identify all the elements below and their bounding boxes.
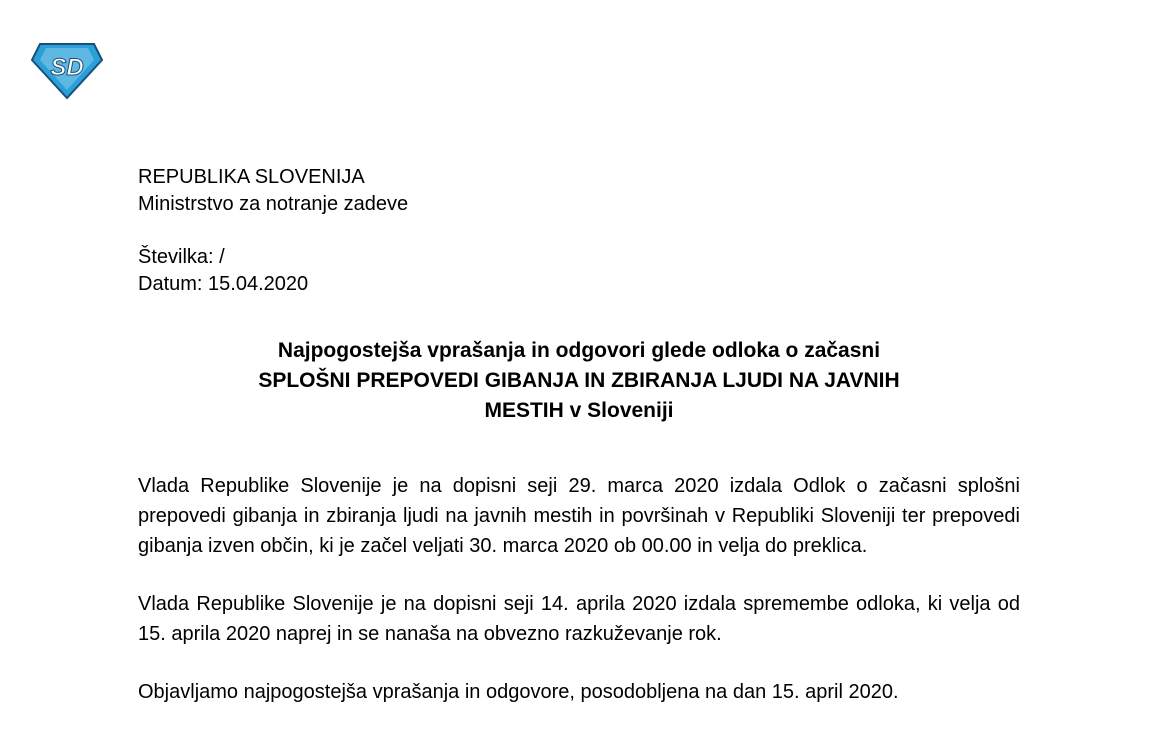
number-label: Številka: [138, 246, 214, 268]
document-body [138, 164, 1020, 707]
date-label: Datum: [138, 273, 203, 295]
title-line-3: MESTIH v Sloveniji [484, 399, 674, 422]
title-line-1: Najpogostejša vprašanja in odgovori glede odloka o začasni [277, 339, 881, 362]
title-line-2: SPLOŠNI PREPOVEDI GIBANJA IN ZBIRANJA LJUDI NA JAVNIH [258, 369, 900, 392]
ministry-name: Ministrstvo za notranje zadeve [138, 193, 409, 215]
paragraph-1: Vlada Republike Slovenije je na dopisni seji 29. marca 2020 izdala Odlok o začasni splošni prepovedi gibanja in zbiranja ljudi na javnih mestih in površinah v Republiki Sloveniji ter prepovedi gibanja izven občin, ki je začel veljati 30. marca 2020 ob 00.00 in velja do preklica. [138, 475, 1020, 557]
document-number [138, 244, 1020, 271]
diamond-logo-icon [30, 40, 104, 100]
paragraph-3: Objavljamo najpogostejša vprašanja in odgovore, posodobljena na dan 15. april 2020. [138, 681, 899, 703]
republic-name: REPUBLIKA SLOVENIJA [138, 166, 365, 188]
sd-logo [30, 40, 104, 100]
logo-lettering: SD [50, 54, 84, 81]
document-date [138, 271, 1020, 298]
date-value: 15.04.2020 [208, 273, 309, 295]
paragraph-2: Vlada Republike Slovenije je na dopisni seji 14. aprila 2020 izdala spremembe odloka, ki velja od 15. aprila 2020 naprej in se nanaša na obvezno razkuževanje rok. [138, 593, 1020, 645]
number-value: / [219, 246, 225, 268]
document-title [138, 336, 1020, 426]
